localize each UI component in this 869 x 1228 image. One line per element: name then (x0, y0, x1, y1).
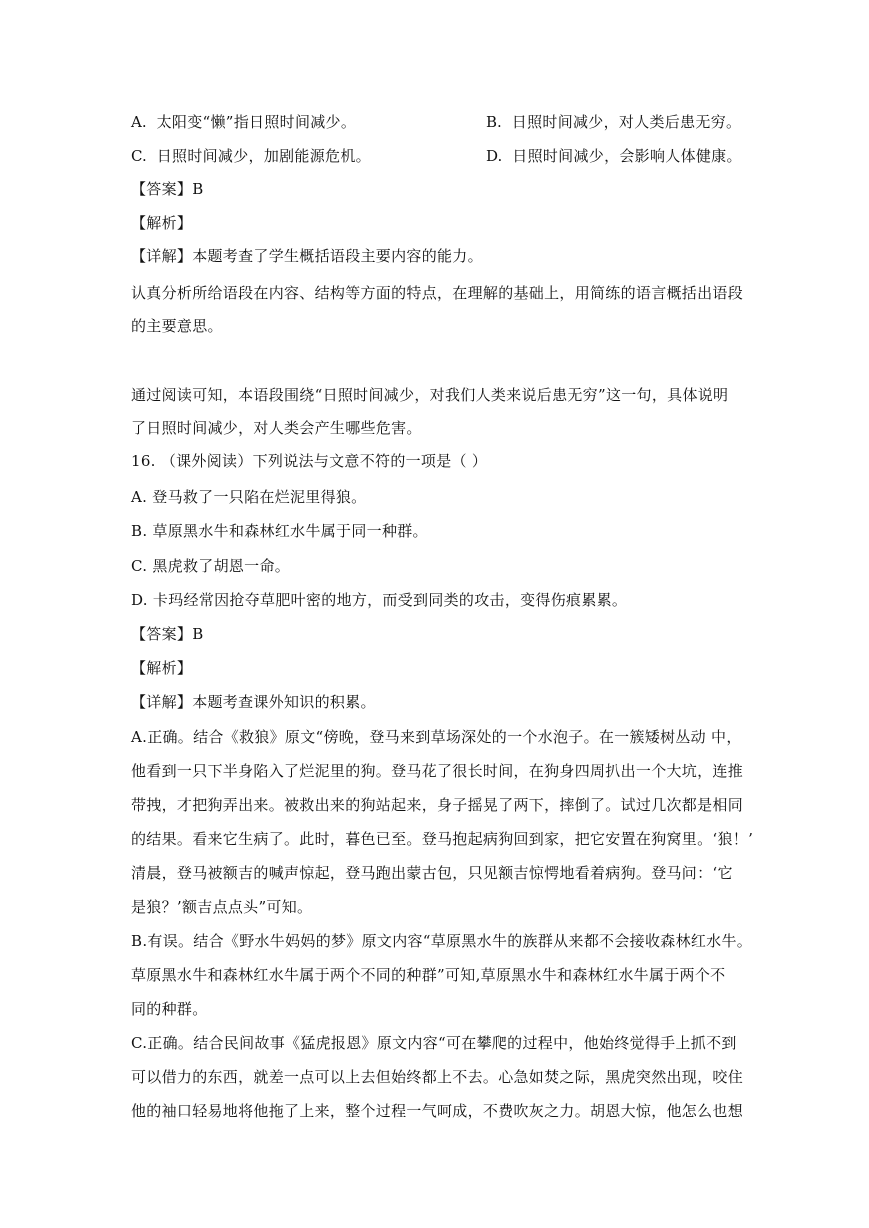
q16-explain-line: 清晨，登马被额吉的喊声惊起，登马跑出蒙古包，只见额吉惊愕地看着病狗。登马问：‘它 (131, 864, 733, 882)
q15-paragraph-line: 通过阅读可知，本语段围绕“日照时间减少，对我们人类来说后患无穷”这一句，具体说明 (131, 386, 729, 404)
q16-explain-line: 他的袖口轻易地将他拖了上来，整个过程一气呵成，不费吹灰之力。胡恩大惊，他怎么也想 (131, 1102, 744, 1120)
q16-explain-line: C.正确。结合民间故事《猛虎报恩》原文内容“可在攀爬的过程中，他始终觉得手上抓不到 (131, 1034, 737, 1052)
q15-option-c (131, 146, 371, 166)
q16-analysis-heading: 【解析】 (131, 659, 193, 677)
q16-explain-line: 是狼？’额吉点点头”可知。 (131, 898, 313, 916)
q15-option-b-text: 日照时间减少，对人类后患无穷。 (511, 113, 742, 131)
q16-explain-line: 同的种群。 (131, 1000, 208, 1018)
q15-option-b-label: B. (486, 113, 502, 131)
q16-stem: 16. （课外阅读）下列说法与文意不符的一项是（ ） (131, 452, 488, 470)
q15-paragraph-line: 认真分析所给语段在内容、结构等方面的特点，在理解的基础上，用简练的语言概括出语段 (131, 284, 744, 302)
q15-option-d-text: 日照时间减少，会影响人体健康。 (512, 147, 742, 165)
q16-explain-line: 他看到一只下半身陷入了烂泥里的狗。登马花了很长时间，在狗身四周扒出一个大坑，连推 (131, 762, 744, 780)
q15-option-b (486, 112, 741, 132)
q16-explain-line: 的结果。看来它生病了。此时，暮色已至。登马抱起病狗回到家，把它安置在狗窝里。‘狼！’ (131, 830, 754, 848)
q16-explain-line: 带拽，才把狗弄出来。被救出来的狗站起来，身子摇晃了两下，摔倒了。试过几次都是相同 (131, 796, 744, 814)
q15-option-a-label: A. (131, 113, 147, 131)
q15-option-c-text: 日照时间减少，加剧能源危机。 (156, 147, 371, 165)
q15-analysis-heading: 【解析】 (131, 214, 193, 232)
q15-option-d-label: D. (486, 147, 503, 165)
q16-explain-line: A.正确。结合《救狼》原文“傍晚，登马来到草场深处的一个水泡子。在一簇矮树丛动 中， (131, 728, 742, 746)
q16-option-d: D. 卡玛经常因抢夺草肥叶密的地方，而受到同类的攻击，变得伤痕累累。 (131, 591, 628, 609)
q16-option-b: B. 草原黑水牛和森林红水牛属于同一种群。 (131, 522, 428, 540)
q16-detail: 【详解】本题考查课外知识的积累。 (131, 693, 376, 711)
q15-option-a (131, 112, 356, 132)
q16-explain-line: B.有误。结合《野水牛妈妈的梦》原文内容“草原黑水牛的族群从来都不会接收森林红水牛。 (131, 932, 753, 950)
q16-explain-line: 可以借力的东西，就差一点可以上去但始终都上不去。心急如焚之际，黑虎突然出现，咬住 (131, 1068, 744, 1086)
q15-option-a-text: 太阳变“懒”指日照时间减少。 (156, 113, 357, 131)
q15-paragraph-line: 了日照时间减少，对人类会产生哪些危害。 (131, 419, 422, 437)
q15-option-c-label: C. (131, 147, 147, 165)
q15-paragraph-line: 的主要意思。 (131, 317, 223, 335)
q16-option-a: A. 登马救了一只陷在烂泥里得狼。 (131, 488, 367, 506)
q16-answer: 【答案】B (131, 625, 204, 643)
q15-detail: 【详解】本题考查了学生概括语段主要内容的能力。 (131, 247, 483, 265)
q15-option-d (486, 146, 742, 166)
q16-option-c: C. 黑虎救了胡恩一命。 (131, 557, 291, 575)
q16-explain-line: 草原黑水牛和森林红水牛属于两个不同的种群”可知,草原黑水牛和森林红水牛属于两个不 (131, 966, 726, 984)
q15-answer: 【答案】B (131, 180, 204, 198)
